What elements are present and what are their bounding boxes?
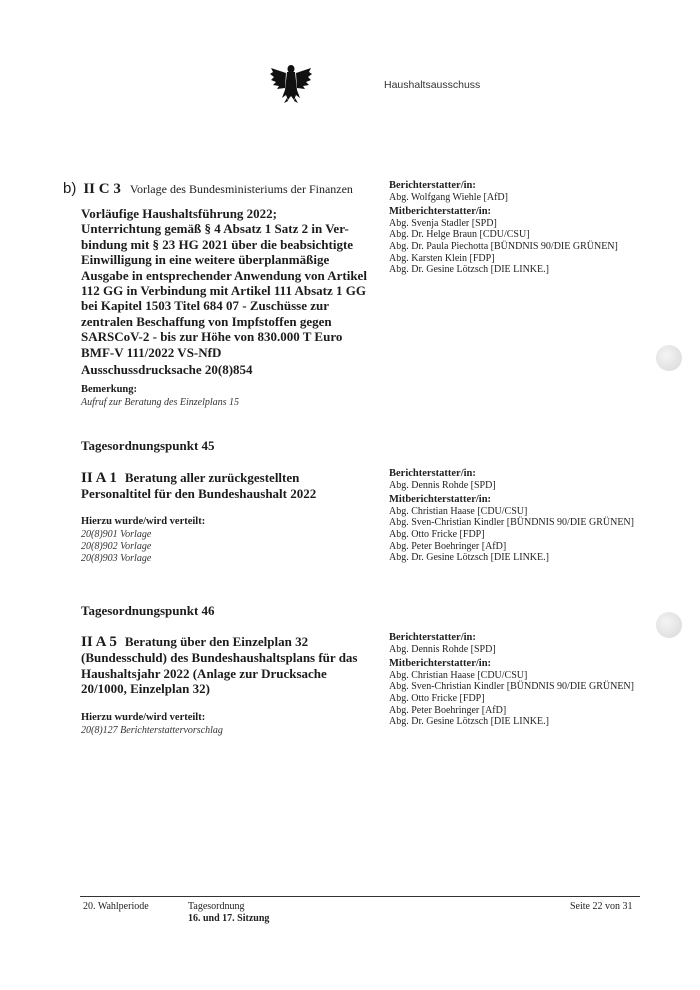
title-line: bei Kapitel 1503 Titel 684 07 - Zuschüsse zur — [81, 298, 329, 314]
coreporter-name: Abg. Karsten Klein [FDP] — [389, 252, 495, 264]
reporter-name: Abg. Dennis Rohde [SPD] — [389, 479, 496, 491]
distributed-item: 20(8)903 Vorlage — [81, 553, 152, 564]
reporters-block-46 — [389, 632, 634, 728]
coreporter-name: Abg. Dr. Gesine Lötzsch [DIE LINKE.] — [389, 716, 549, 728]
reporter-label: Berichterstatter/in: — [389, 632, 476, 643]
reporters-block — [389, 180, 618, 276]
coreporter-name: Abg. Otto Fricke [FDP] — [389, 528, 485, 540]
title-line: Ausgabe in entsprechender Anwendung von Artikel — [81, 267, 367, 283]
reporters-block-45 — [389, 468, 634, 564]
title-line: SARSCoV-2 - bis zur Höhe von 830.000 T Euro — [81, 329, 343, 345]
title-line: Unterrichtung gemäß § 4 Absatz 1 Satz 2 in Ver- — [81, 221, 349, 237]
item-heading — [63, 180, 353, 198]
item-letter: b) — [63, 180, 77, 197]
distributed-item: 20(8)127 Berichterstattervorschlag — [81, 725, 223, 736]
distributed-list — [81, 529, 151, 565]
remark-text: Aufruf zur Beratung des Einzelplans 15 — [81, 397, 240, 408]
coreporter-label: Mitberichterstatter/in: — [389, 494, 492, 506]
title-line: Einwilligung in eine weitere überplanmäßige — [81, 252, 330, 268]
item-code: II A 5 — [81, 634, 117, 650]
footer-rule — [80, 896, 640, 897]
footer-period: 20. Wahlperiode — [83, 901, 149, 912]
distributed-label: Hierzu wurde/wird verteilt: — [81, 712, 206, 723]
punch-hole — [656, 345, 682, 371]
title-line: Beratung aller zurückgestellten — [124, 470, 300, 485]
coreporter-name: Abg. Peter Boehringer [AfD] — [389, 704, 507, 716]
distributed-list — [81, 725, 223, 737]
item-title — [81, 206, 381, 360]
coreporter-name: Abg. Dr. Gesine Lötzsch [DIE LINKE.] — [389, 264, 549, 276]
coreporter-name: Abg. Christian Haase [CDU/CSU] — [389, 669, 528, 681]
coreporter-name: Abg. Dr. Helge Braun [CDU/CSU] — [389, 229, 530, 241]
drucksache: Ausschussdrucksache 20(8)854 — [81, 362, 253, 377]
distributed-item: 20(8)902 Vorlage — [81, 541, 152, 552]
committee-name: Haushaltsausschuss — [384, 79, 481, 91]
title-line: 112 GG in Verbindung mit Artikel 111 Absatz 1 GG — [81, 283, 366, 299]
coreporter-name: Abg. Dr. Paula Piechotta [BÜNDNIS 90/DIE GRÜNEN] — [389, 240, 618, 252]
title-line: Haushaltsjahr 2022 (Anlage zur Drucksache — [81, 665, 327, 681]
coreporter-name: Abg. Peter Boehringer [AfD] — [389, 540, 507, 552]
punch-hole — [656, 612, 682, 638]
reporter-label: Berichterstatter/in: — [389, 180, 476, 191]
coreporter-name: Abg. Svenja Stadler [SPD] — [389, 217, 497, 229]
federal-eagle-icon — [268, 62, 314, 104]
coreporter-label: Mitberichterstatter/in: — [389, 206, 492, 218]
coreporter-name: Abg. Otto Fricke [FDP] — [389, 692, 485, 704]
distributed-item: 20(8)901 Vorlage — [81, 529, 152, 540]
agenda-heading-45: Tagesordnungspunkt 45 — [81, 438, 215, 453]
title-line: Beratung über den Einzelplan 32 — [124, 634, 309, 649]
coreporter-name: Abg. Sven-Christian Kindler [BÜNDNIS 90/DIE GRÜNEN] — [389, 681, 634, 693]
title-line: zentralen Beschaffung von Impfstoffen gegen — [81, 313, 332, 329]
item-code: II C 3 — [83, 181, 121, 197]
reporter-name: Abg. Dennis Rohde [SPD] — [389, 643, 496, 655]
coreporter-name: Abg. Dr. Gesine Lötzsch [DIE LINKE.] — [389, 552, 549, 564]
remark-label: Bemerkung: — [81, 384, 137, 395]
coreporter-name: Abg. Christian Haase [CDU/CSU] — [389, 505, 528, 517]
coreporter-name: Abg. Sven-Christian Kindler [BÜNDNIS 90/DIE GRÜNEN] — [389, 517, 634, 529]
footer-session: 16. und 17. Sitzung — [188, 913, 270, 924]
footer-doc: Tagesordnung — [188, 901, 245, 912]
title-line: Vorläufige Haushaltsführung 2022; — [81, 206, 277, 221]
title-line: 20/1000, Einzelplan 32) — [81, 681, 210, 697]
reporter-label: Berichterstatter/in: — [389, 468, 476, 479]
title-line: BMF-V 111/2022 VS-NfD — [81, 344, 222, 360]
item-code: II A 1 — [81, 470, 117, 486]
reporter-name: Abg. Wolfgang Wiehle [AfD] — [389, 191, 508, 203]
item-title-45 — [81, 470, 381, 502]
title-line: Personaltitel für den Bundeshaushalt 2022 — [81, 486, 317, 502]
item-subtitle: Vorlage des Bundesministeriums der Finanzen — [129, 182, 353, 196]
footer-page: Seite 22 von 31 — [570, 901, 633, 912]
item-title-46 — [81, 634, 381, 697]
title-line: (Bundesschuld) des Bundeshaushaltsplans für das — [81, 650, 358, 666]
coreporter-label: Mitberichterstatter/in: — [389, 658, 492, 670]
distributed-label: Hierzu wurde/wird verteilt: — [81, 516, 206, 527]
agenda-heading-46: Tagesordnungspunkt 46 — [81, 603, 215, 618]
title-line: bindung mit § 23 HG 2021 über die beabsichtigte — [81, 236, 354, 252]
